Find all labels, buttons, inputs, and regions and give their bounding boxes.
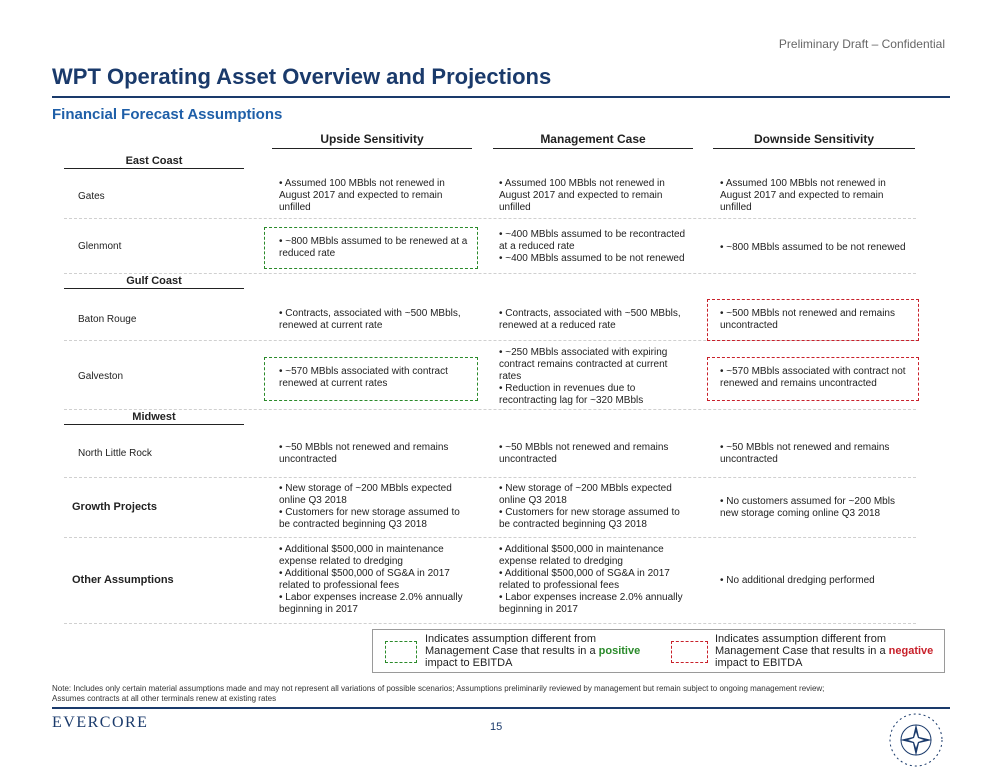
cell-growth-management: • New storage of ~200 MBbls expected online Q3 2018 • Customers for new storage assumed to be contracted beginning Q3 2018 (499, 483, 680, 530)
cell-other-management: • Additional $500,000 in maintenance expense related to dredging • Additional $500,000 of SG&A in 2017 related to professional fees • Labor expenses increase 2.0% annually beginning in 2017 (499, 544, 683, 615)
legend-positive-text: Indicates assumption different from Management Case that results in a positive impact to EBITDA (425, 633, 641, 669)
world-point-terminals-seal-icon (888, 712, 944, 768)
cell-other-upside: • Additional $500,000 in maintenance expense related to dredging • Additional $500,000 of SG&A in 2017 related to professional fees • Labor expenses increase 2.0% annually beginning in 2017 (279, 544, 463, 615)
page-title: WPT Operating Asset Overview and Projections (52, 64, 552, 89)
row-divider (64, 537, 916, 538)
title-divider (52, 96, 950, 98)
cell-north-little-rock-downside: • ~50 MBbls not renewed and remains uncontracted (720, 442, 890, 465)
row-label-glenmont: Glenmont (78, 241, 122, 252)
legend-positive-swatch (385, 641, 417, 663)
cell-galveston-management: • ~250 MBbls associated with expiring contract remains contracted at current rates • Reduction in revenues due to recontracting lag for ~320 MBbls (499, 347, 668, 406)
section-midwest: Midwest (64, 411, 244, 425)
cell-gates-management: • Assumed 100 MBbls not renewed in August 2017 and expected to remain unfilled (499, 178, 665, 213)
footnote: Note: Includes only certain material assumptions made and may not represent all variations of possible scenarios; Assumptions preliminarily reviewed by management but remain subject to ongoing management review; Assumes contracts at all other terminals renew at existing rates (52, 684, 825, 703)
confidential-label: Preliminary Draft – Confidential (778, 37, 945, 51)
cell-growth-upside: • New storage of ~200 MBbls expected online Q3 2018 • Customers for new storage assumed to be contracted beginning Q3 2018 (279, 483, 460, 530)
section-east-coast: East Coast (64, 155, 244, 169)
column-header-downside: Downside Sensitivity (713, 132, 915, 149)
cell-baton-rouge-downside: • ~500 MBbls not renewed and remains uncontracted (720, 308, 895, 331)
cell-galveston-upside: • ~570 MBbls associated with contract renewed at current rates (279, 366, 448, 389)
row-divider (64, 409, 916, 410)
row-label-growth-projects: Growth Projects (72, 501, 157, 513)
cell-baton-rouge-upside: • Contracts, associated with ~500 MBbls, renewed at current rate (279, 308, 461, 331)
row-label-other-assumptions: Other Assumptions (72, 574, 174, 586)
cell-baton-rouge-management: • Contracts, associated with ~500 MBbls, renewed at a reduced rate (499, 308, 681, 331)
cell-glenmont-upside: • ~800 MBbls assumed to be renewed at a reduced rate (279, 236, 468, 259)
row-divider (64, 273, 916, 274)
row-divider (64, 218, 916, 219)
row-label-baton-rouge: Baton Rouge (78, 314, 137, 325)
section-gulf-coast: Gulf Coast (64, 275, 244, 289)
evercore-logo: EVERCORE (52, 714, 149, 731)
cell-gates-downside: • Assumed 100 MBbls not renewed in August 2017 and expected to remain unfilled (720, 178, 886, 213)
row-label-galveston: Galveston (78, 371, 124, 382)
row-label-north-little-rock: North Little Rock (78, 448, 152, 459)
row-label-gates: Gates (78, 191, 105, 202)
cell-glenmont-downside: • ~800 MBbls assumed to be not renewed (720, 242, 906, 253)
cell-north-little-rock-management: • ~50 MBbls not renewed and remains uncontracted (499, 442, 669, 465)
cell-galveston-downside: • ~570 MBbls associated with contract not renewed and remains uncontracted (720, 366, 906, 389)
cell-growth-downside: • No customers assumed for ~200 Mbls new storage coming online Q3 2018 (720, 496, 895, 519)
legend-negative-text: Indicates assumption different from Management Case that results in a negative impact to EBITDA (715, 633, 934, 669)
row-divider (64, 477, 916, 478)
cell-other-downside: • No additional dredging performed (720, 575, 875, 586)
legend-negative-swatch (671, 641, 708, 663)
column-header-management: Management Case (493, 132, 693, 149)
cell-glenmont-management: • ~400 MBbls assumed to be recontracted at a reduced rate • ~400 MBbls assumed to be not renewed (499, 229, 686, 264)
page-number: 15 (490, 721, 503, 733)
cell-north-little-rock-upside: • ~50 MBbls not renewed and remains uncontracted (279, 442, 449, 465)
column-header-upside: Upside Sensitivity (272, 132, 472, 149)
page-subtitle: Financial Forecast Assumptions (52, 106, 283, 123)
footer-divider (52, 707, 950, 709)
row-divider (64, 623, 916, 624)
cell-gates-upside: • Assumed 100 MBbls not renewed in August 2017 and expected to remain unfilled (279, 178, 445, 213)
